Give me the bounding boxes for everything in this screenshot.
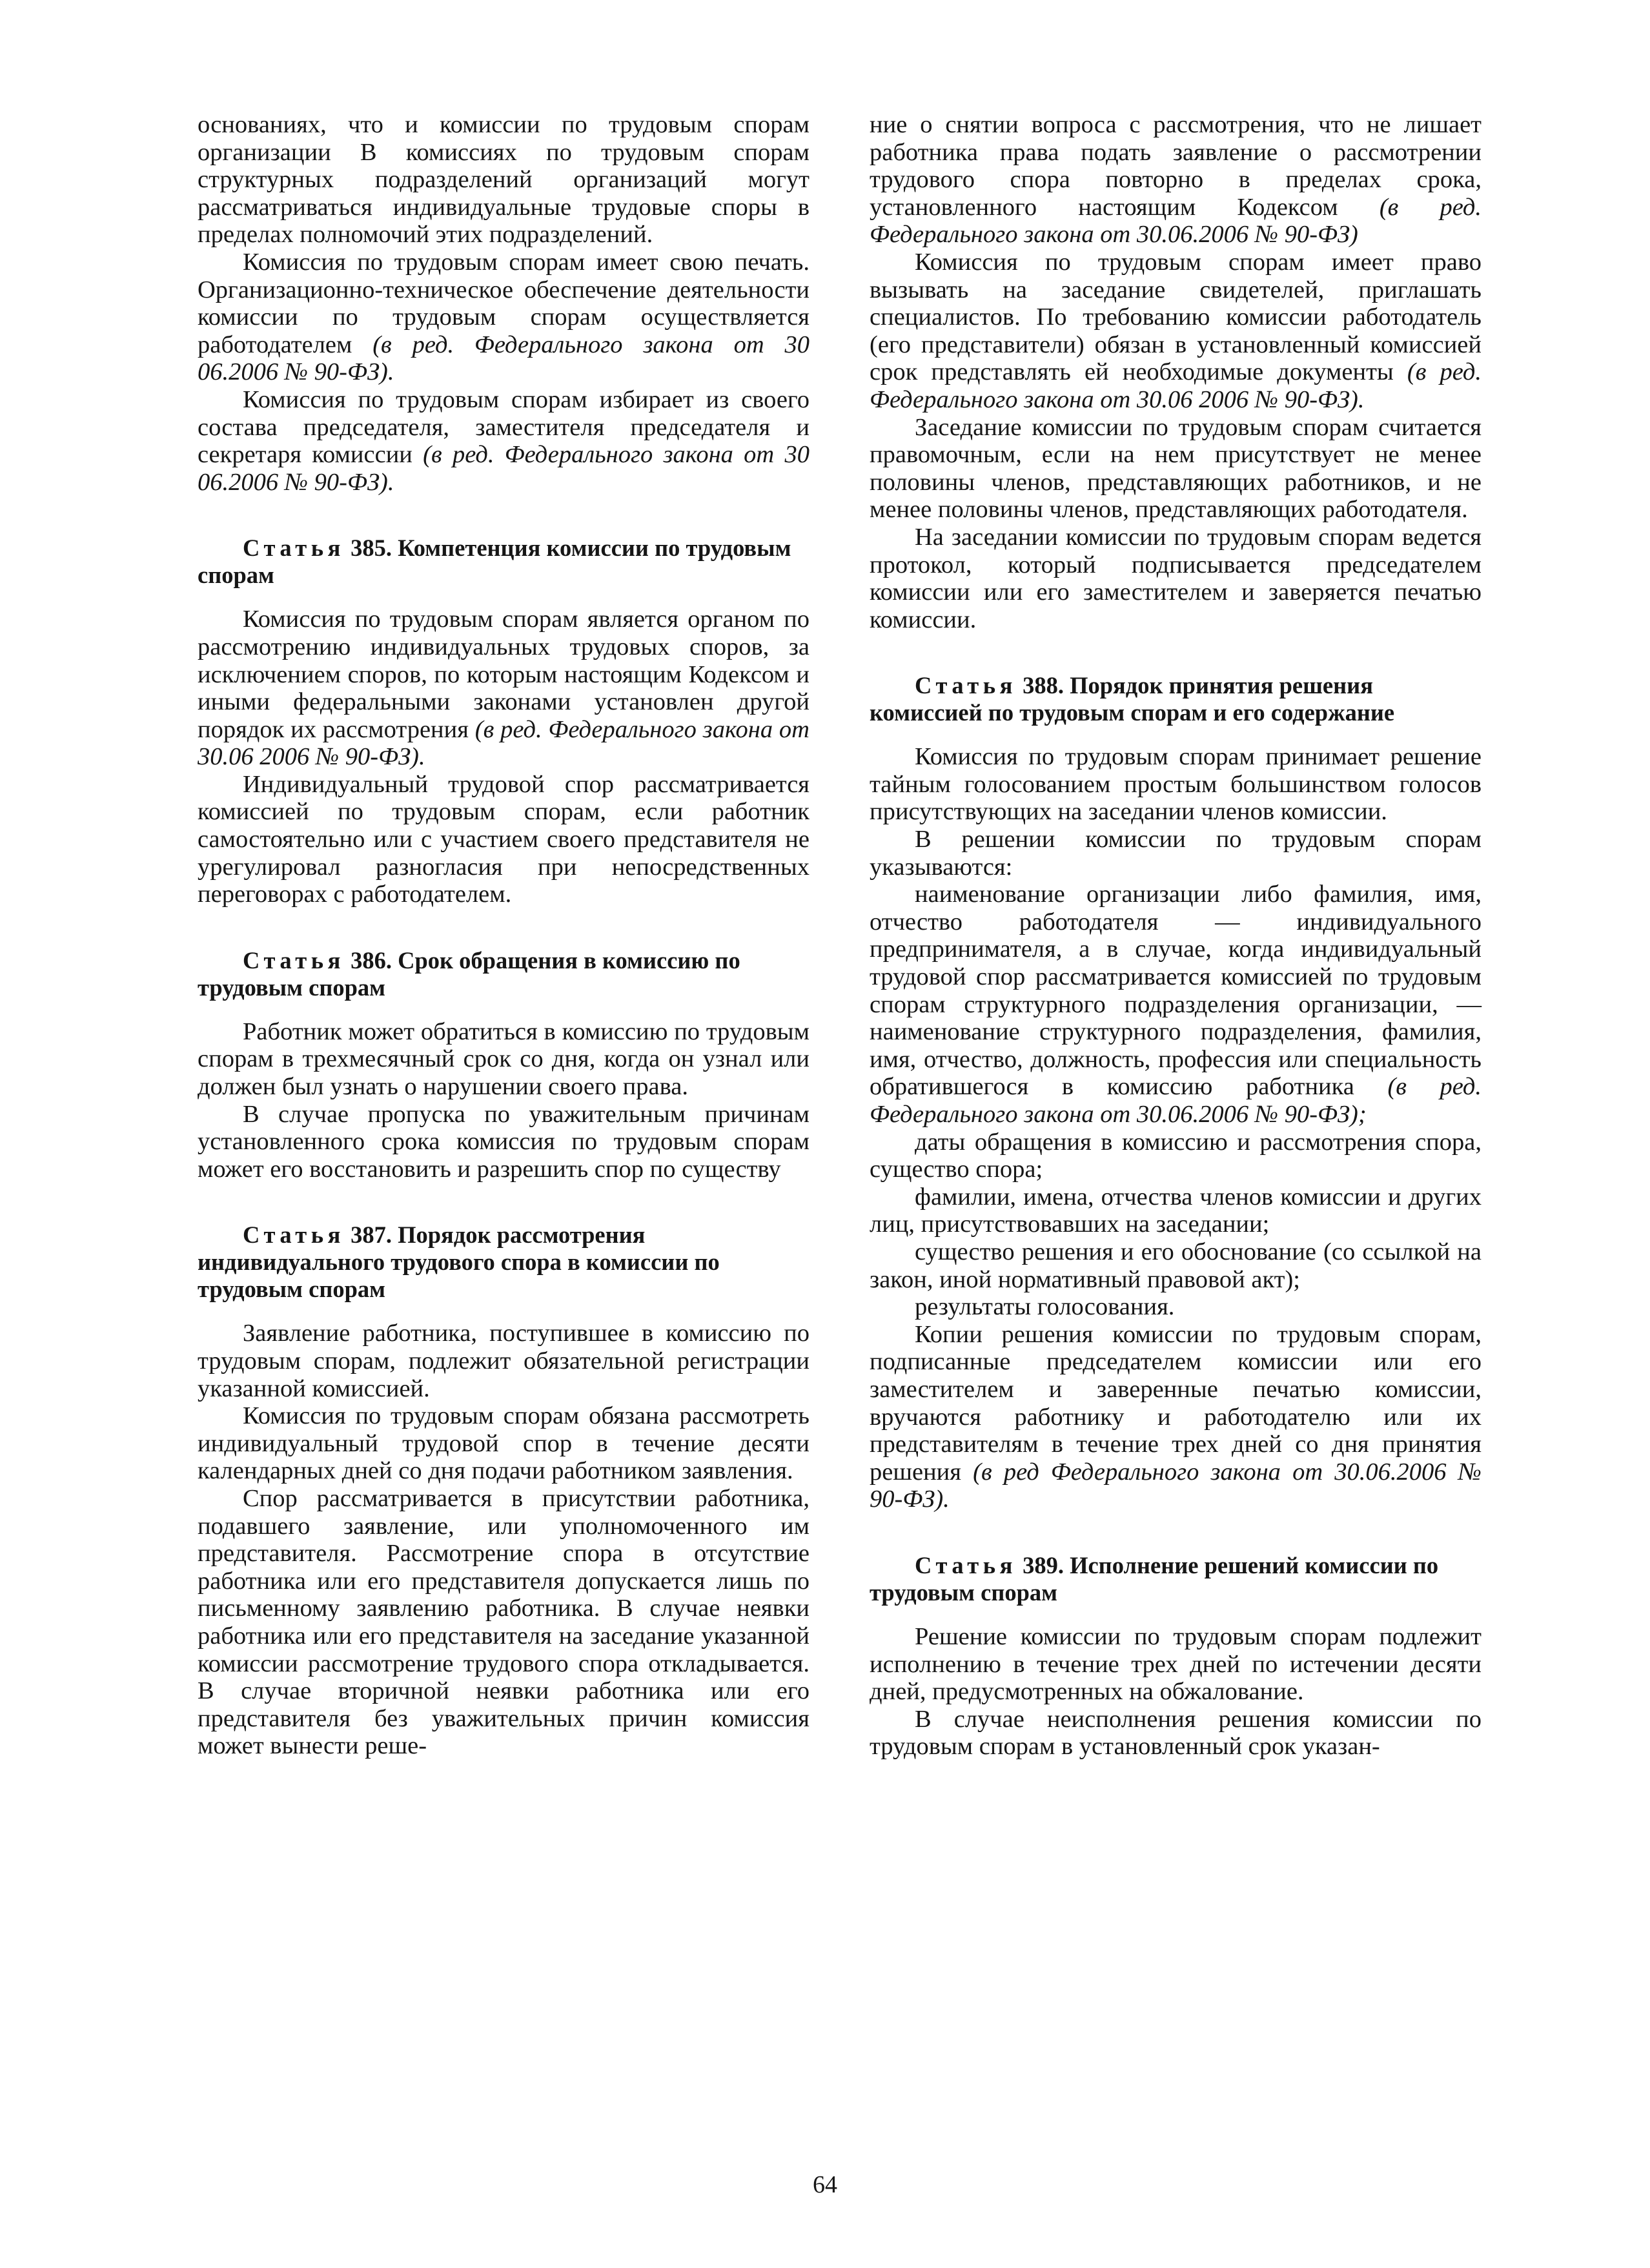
paragraph-text: На заседании комиссии по трудовым спорам ведется протокол, который подписывается председателем комиссии или его заместителем и заверяется печатью комиссии. xyxy=(870,523,1482,633)
right-column xyxy=(870,111,1482,1761)
paragraph xyxy=(870,1623,1482,1706)
paragraph-text: В решении комиссии по трудовым спорам указываются: xyxy=(870,826,1482,881)
paragraph xyxy=(198,249,810,386)
article-heading xyxy=(198,947,810,1001)
paragraph xyxy=(870,1183,1482,1238)
amendment-note: (в ред. Федерального закона от 30.06 2006 № 90-ФЗ). xyxy=(198,715,810,771)
paragraph-text: Комиссия по трудовым спорам имеет право вызывать на заседание свидетелей, приглашать специалистов. По требованию комиссии работодатель (его представители) обязан в установленный комиссией срок представлять ей необходимые документы xyxy=(870,248,1482,386)
amendment-note: (в ред Федерального закона от 30.06.2006 № 90-ФЗ). xyxy=(870,1458,1482,1513)
paragraph-text: Заседание комиссии по трудовым спорам считается правомочным, если на нем присутствует не менее половины членов, представляющих работников, и не менее половины членов, представляющих работодателя. xyxy=(870,413,1482,524)
left-column xyxy=(198,111,810,1760)
paragraph xyxy=(870,1321,1482,1513)
paragraph-text: Комиссия по трудовым спорам обязана рассмотреть индивидуальный трудовой спор в течение десяти календарных дней со дня подачи работником заявления. xyxy=(198,1402,810,1485)
article-label: Статья xyxy=(243,535,345,562)
paragraph-text: Работник может обратиться в комиссию по трудовым спорам в трехмесячный срок со дня, когда он узнал или должен был узнать о нарушении своего права. xyxy=(198,1017,810,1101)
article-heading xyxy=(198,1221,810,1303)
article-title: 389. Исполнение решений комиссии по трудовым спорам xyxy=(870,1551,1439,1606)
paragraph-text: результаты голосования. xyxy=(915,1293,1175,1321)
paragraph xyxy=(870,249,1482,414)
article-label: Статья xyxy=(915,672,1017,699)
paragraph xyxy=(870,1706,1482,1761)
paragraph xyxy=(198,606,810,771)
article-label: Статья xyxy=(915,1551,1017,1578)
paragraph xyxy=(870,743,1482,826)
paragraph-text: существо решения и его обоснование (со ссылкой на закон, иной нормативный правовой акт); xyxy=(870,1238,1482,1293)
amendment-note: (в ред. Федерального закона от 30.06.2006 № 90-ФЗ); xyxy=(870,1073,1482,1128)
paragraph xyxy=(198,1320,810,1402)
paragraph xyxy=(198,111,810,249)
paragraph-text: наименование организации либо фамилия, имя, отчество работодателя — индивидуального предпринимателя, а в случае, когда индивидуальный трудовой спор рассматривается комиссией по трудовым спорам структурного подразделения организации, — наименование структурного подразделения, фамилия, имя, отчество, должность, профессия или специальность обратившегося в комиссию работника xyxy=(870,881,1482,1101)
amendment-note: (в ред. Федерального закона от 30 06.2006 № 90-ФЗ). xyxy=(198,331,810,386)
paragraph xyxy=(870,414,1482,524)
paragraph-text: даты обращения в комиссию и рассмотрения спора, существо спора; xyxy=(870,1128,1482,1183)
paragraph xyxy=(198,1101,810,1183)
paragraph xyxy=(870,1238,1482,1293)
paragraph-text: ние о снятии вопроса с рассмотрения, что не лишает работника права подать заявление о рассмотрении трудового спора повторно в пределах срока, установленного настоящим Кодексом xyxy=(870,111,1482,221)
page-number: 64 xyxy=(813,2171,837,2198)
paragraph xyxy=(198,771,810,908)
paragraph-text: Спор рассматривается в присутствии работника, подавшего заявление, или уполномоченного им представителя. Рассмотрение спора в отсутствие работника или его представителя допускается лишь по письменному заявлению работника. В случае неявки работника или его представителя на заседание указанной комиссии рассмотрение трудового спора откладывается. В случае вторичной неявки работника или его представителя без уважительных причин комиссия может вынести реше- xyxy=(198,1484,810,1760)
amendment-note: (в ред. Федерального закона от 30.06.2006 № 90-ФЗ) xyxy=(870,193,1482,249)
paragraph xyxy=(870,1129,1482,1183)
article-label: Статья xyxy=(243,1221,345,1249)
article-title: 387. Порядок рассмотрения индивидуального трудового спора в комиссии по трудовым спорам xyxy=(198,1221,720,1303)
article-label: Статья xyxy=(243,946,345,974)
paragraph-text: основаниях, что и комиссии по трудовым спорам организации В комиссиях по трудовым спорам структурных подразделений организаций могут рассматриваться индивидуальные трудовые споры в пределах полномочий этих подразделений. xyxy=(198,111,810,249)
amendment-note: (в ред. Федерального закона от 30.06 2006 № 90-ФЗ). xyxy=(870,358,1482,413)
paragraph xyxy=(870,1293,1482,1321)
paragraph-text: Комиссия по трудовым спорам имеет свою печать. Организационно-техническое обеспечение деятельности комиссии по трудовым спорам осуществляется работодателем xyxy=(198,248,810,358)
paragraph xyxy=(198,386,810,496)
paragraph-text: Комиссия по трудовым спорам является органом по рассмотрению индивидуальных трудовых споров, за исключением споров, по которым настоящим Кодексом и иными федеральными законами установлен другой порядок их рассмотрения xyxy=(198,606,810,743)
paragraph-text: В случае пропуска по уважительным причинам установленного срока комиссия по трудовым спорам может его восстановить и разрешить спор по существу xyxy=(198,1100,810,1183)
paragraph-text: Индивидуальный трудовой спор рассматривается комиссией по трудовым спорам, если работник самостоятельно или с участием своего представителя не урегулировал разногласия при непосредственных переговорах с работодателем. xyxy=(198,770,810,908)
paragraph-text: Копии решения комиссии по трудовым спорам, подписанные председателем комиссии или его заместителем и заверенные печатью комиссии, вручаются работнику и работодателю или их представителям в течение трех дней со дня принятия решения xyxy=(870,1320,1482,1486)
paragraph xyxy=(870,826,1482,881)
paragraph xyxy=(870,524,1482,633)
article-heading xyxy=(870,672,1482,726)
paragraph-text: Комиссия по трудовым спорам избирает из своего состава председателя, заместителя председателя и секретаря комиссии xyxy=(198,385,810,469)
paragraph xyxy=(870,111,1482,249)
article-title: 388. Порядок принятия решения комиссией по трудовым спорам и его содержание xyxy=(870,672,1395,726)
amendment-note: (в ред. Федерального закона от 30 06.2006 № 90-ФЗ). xyxy=(198,441,810,496)
paragraph xyxy=(198,1018,810,1101)
paragraph-text: Заявление работника, поступившее в комиссию по трудовым спорам, подлежит обязательной регистрации указанной комиссией. xyxy=(198,1320,810,1402)
article-heading xyxy=(198,535,810,589)
paragraph-text: Решение комиссии по трудовым спорам подлежит исполнению в течение трех дней по истечении десяти дней, предусмотренных на обжалование. xyxy=(870,1622,1482,1706)
article-title: 385. Компетенция комиссии по трудовым спорам xyxy=(198,535,791,589)
paragraph xyxy=(198,1485,810,1760)
paragraph-text: Комиссия по трудовым спорам принимает решение тайным голосованием простым большинством голосов присутствующих на заседании членов комиссии. xyxy=(870,743,1482,826)
paragraph xyxy=(870,881,1482,1128)
paragraph-text: фамилии, имена, отчества членов комиссии и других лиц, присутствовавших на заседании; xyxy=(870,1183,1482,1238)
paragraph xyxy=(198,1402,810,1485)
article-title: 386. Срок обращения в комиссию по трудовым спорам xyxy=(198,946,740,1001)
paragraph-text: В случае неисполнения решения комиссии по трудовым спорам в установленный срок указан- xyxy=(870,1705,1482,1761)
article-heading xyxy=(870,1552,1482,1606)
